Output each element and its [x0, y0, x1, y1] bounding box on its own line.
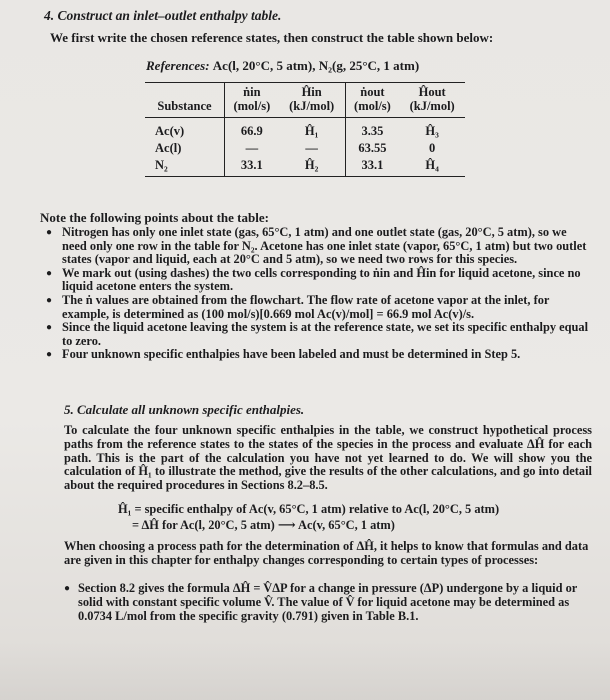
header-substance: Substance: [145, 99, 225, 118]
cell: 3.35: [345, 118, 399, 141]
header-top-4: Ĥout: [399, 83, 465, 100]
references-text: Ac(l, 20°C, 5 atm), N₂(g, 25°C, 1 atm): [212, 58, 420, 73]
list-item: ● Nitrogen has only one inlet state (gas, 65°C, 1 atm) and one outlet state (gas, 20°C, 5 atm), so we need only one row in the table for N₂. Acetone has one inlet state (vapor, 65°C, 1 atm) but two outlet states (vapor and liquid, each at 20°C and 5 atm), so we need two rows for this species.: [46, 226, 594, 267]
header-nout-units: (mol/s): [345, 99, 399, 118]
list-item: ● Section 8.2 gives the formula ΔĤ = V̂ΔP for a change in pressure (ΔP) undergone by a liquid or solid with constant specific volume V̂. The value of V̂ for liquid acetone may be determined as 0.0734 L/mol from the specific gravity (0.791) given in Table B.1.: [64, 582, 594, 623]
cell: 33.1: [225, 157, 279, 177]
list-item: ● We mark out (using dashes) the two cells corresponding to ṅin and Ĥin for liquid acetone, since no liquid acetone enters the system.: [46, 267, 594, 294]
header-nin-units: (mol/s): [225, 99, 279, 118]
cell: 66.9: [225, 118, 279, 141]
cell: Ac(v): [155, 124, 185, 138]
cell: 0: [429, 141, 436, 155]
notes-heading: Note the following points about the table:: [40, 210, 269, 225]
cell: Ĥ₁: [304, 124, 319, 138]
equation-delta-h: = ΔĤ for Ac(l, 20°C, 5 atm) ⟶ Ac(v, 65°C, 1 atm): [132, 518, 395, 532]
table-header-row: [145, 99, 465, 118]
table-row: [145, 140, 465, 157]
section-4-heading: 4. Construct an inlet–outlet enthalpy table.: [44, 8, 282, 23]
equation-h1: Ĥ₁ = specific enthalpy of Ac(v, 65°C, 1 atm) relative to Ac(l, 20°C, 5 atm): [118, 502, 500, 516]
cell: Ĥ₄: [399, 157, 465, 177]
cell: N₂: [145, 157, 225, 177]
header-top-1: ṅin: [225, 83, 279, 100]
cell: —: [225, 140, 279, 157]
notes-list: [46, 226, 594, 362]
cell: 63.55: [345, 140, 399, 157]
header-top-0: [145, 83, 225, 100]
table-header-row-top: [145, 83, 465, 100]
intro-text: We first write the chosen reference states, then construct the table shown below:: [50, 30, 494, 45]
section-5-paragraph-2: When choosing a process path for the determination of ΔĤ, it helps to know that formulas and data are given in this chapter for enthalpy changes corresponding to certain types of processes:: [64, 539, 589, 567]
section-5-list: [64, 582, 594, 623]
references-label: References:: [146, 58, 210, 73]
header-top-2: Ĥin: [279, 83, 345, 100]
list-item: ● The ṅ values are obtained from the flowchart. The flow rate of acetone vapor at the inlet, for example, is determined as (100 mol/s)[0.669 mol Ac(v)/mol] = 66.9 mol Ac(v)/s.: [46, 294, 594, 321]
cell: Ĥ₃: [425, 124, 439, 138]
header-hin-units: (kJ/mol): [279, 99, 345, 118]
cell: 33.1: [345, 157, 399, 177]
list-item: ● Four unknown specific enthalpies have been labeled and must be determined in Step 5.: [46, 348, 594, 362]
section-5-paragraph: To calculate the four unknown specific enthalpies in the table, we construct hypothetical process paths from the reference states to the states of the species in the process and evaluate ΔĤ for each path. This is the part of the calculation you have not yet learned to do. We will show you the calculation of Ĥ₁ to illustrate the method, give the results of the other calculations, and go into detail about the required procedures in Sections 8.2–8.5.: [64, 423, 592, 493]
references-line: [146, 58, 419, 74]
table-row: [145, 157, 465, 177]
cell: —: [305, 141, 318, 155]
header-hout-units: (kJ/mol): [399, 99, 465, 118]
cell: Ĥ₂: [279, 157, 345, 177]
cell: Ac(l): [155, 141, 182, 155]
page-shadow: [0, 640, 610, 700]
section-5-heading: 5. Calculate all unknown specific enthalpies.: [64, 402, 305, 417]
header-top-3: ṅout: [345, 83, 399, 100]
enthalpy-table: [145, 82, 465, 177]
list-item: ● Since the liquid acetone leaving the system is at the reference state, we set its specific enthalpy equal to zero.: [46, 321, 594, 348]
table-row: [145, 118, 465, 141]
